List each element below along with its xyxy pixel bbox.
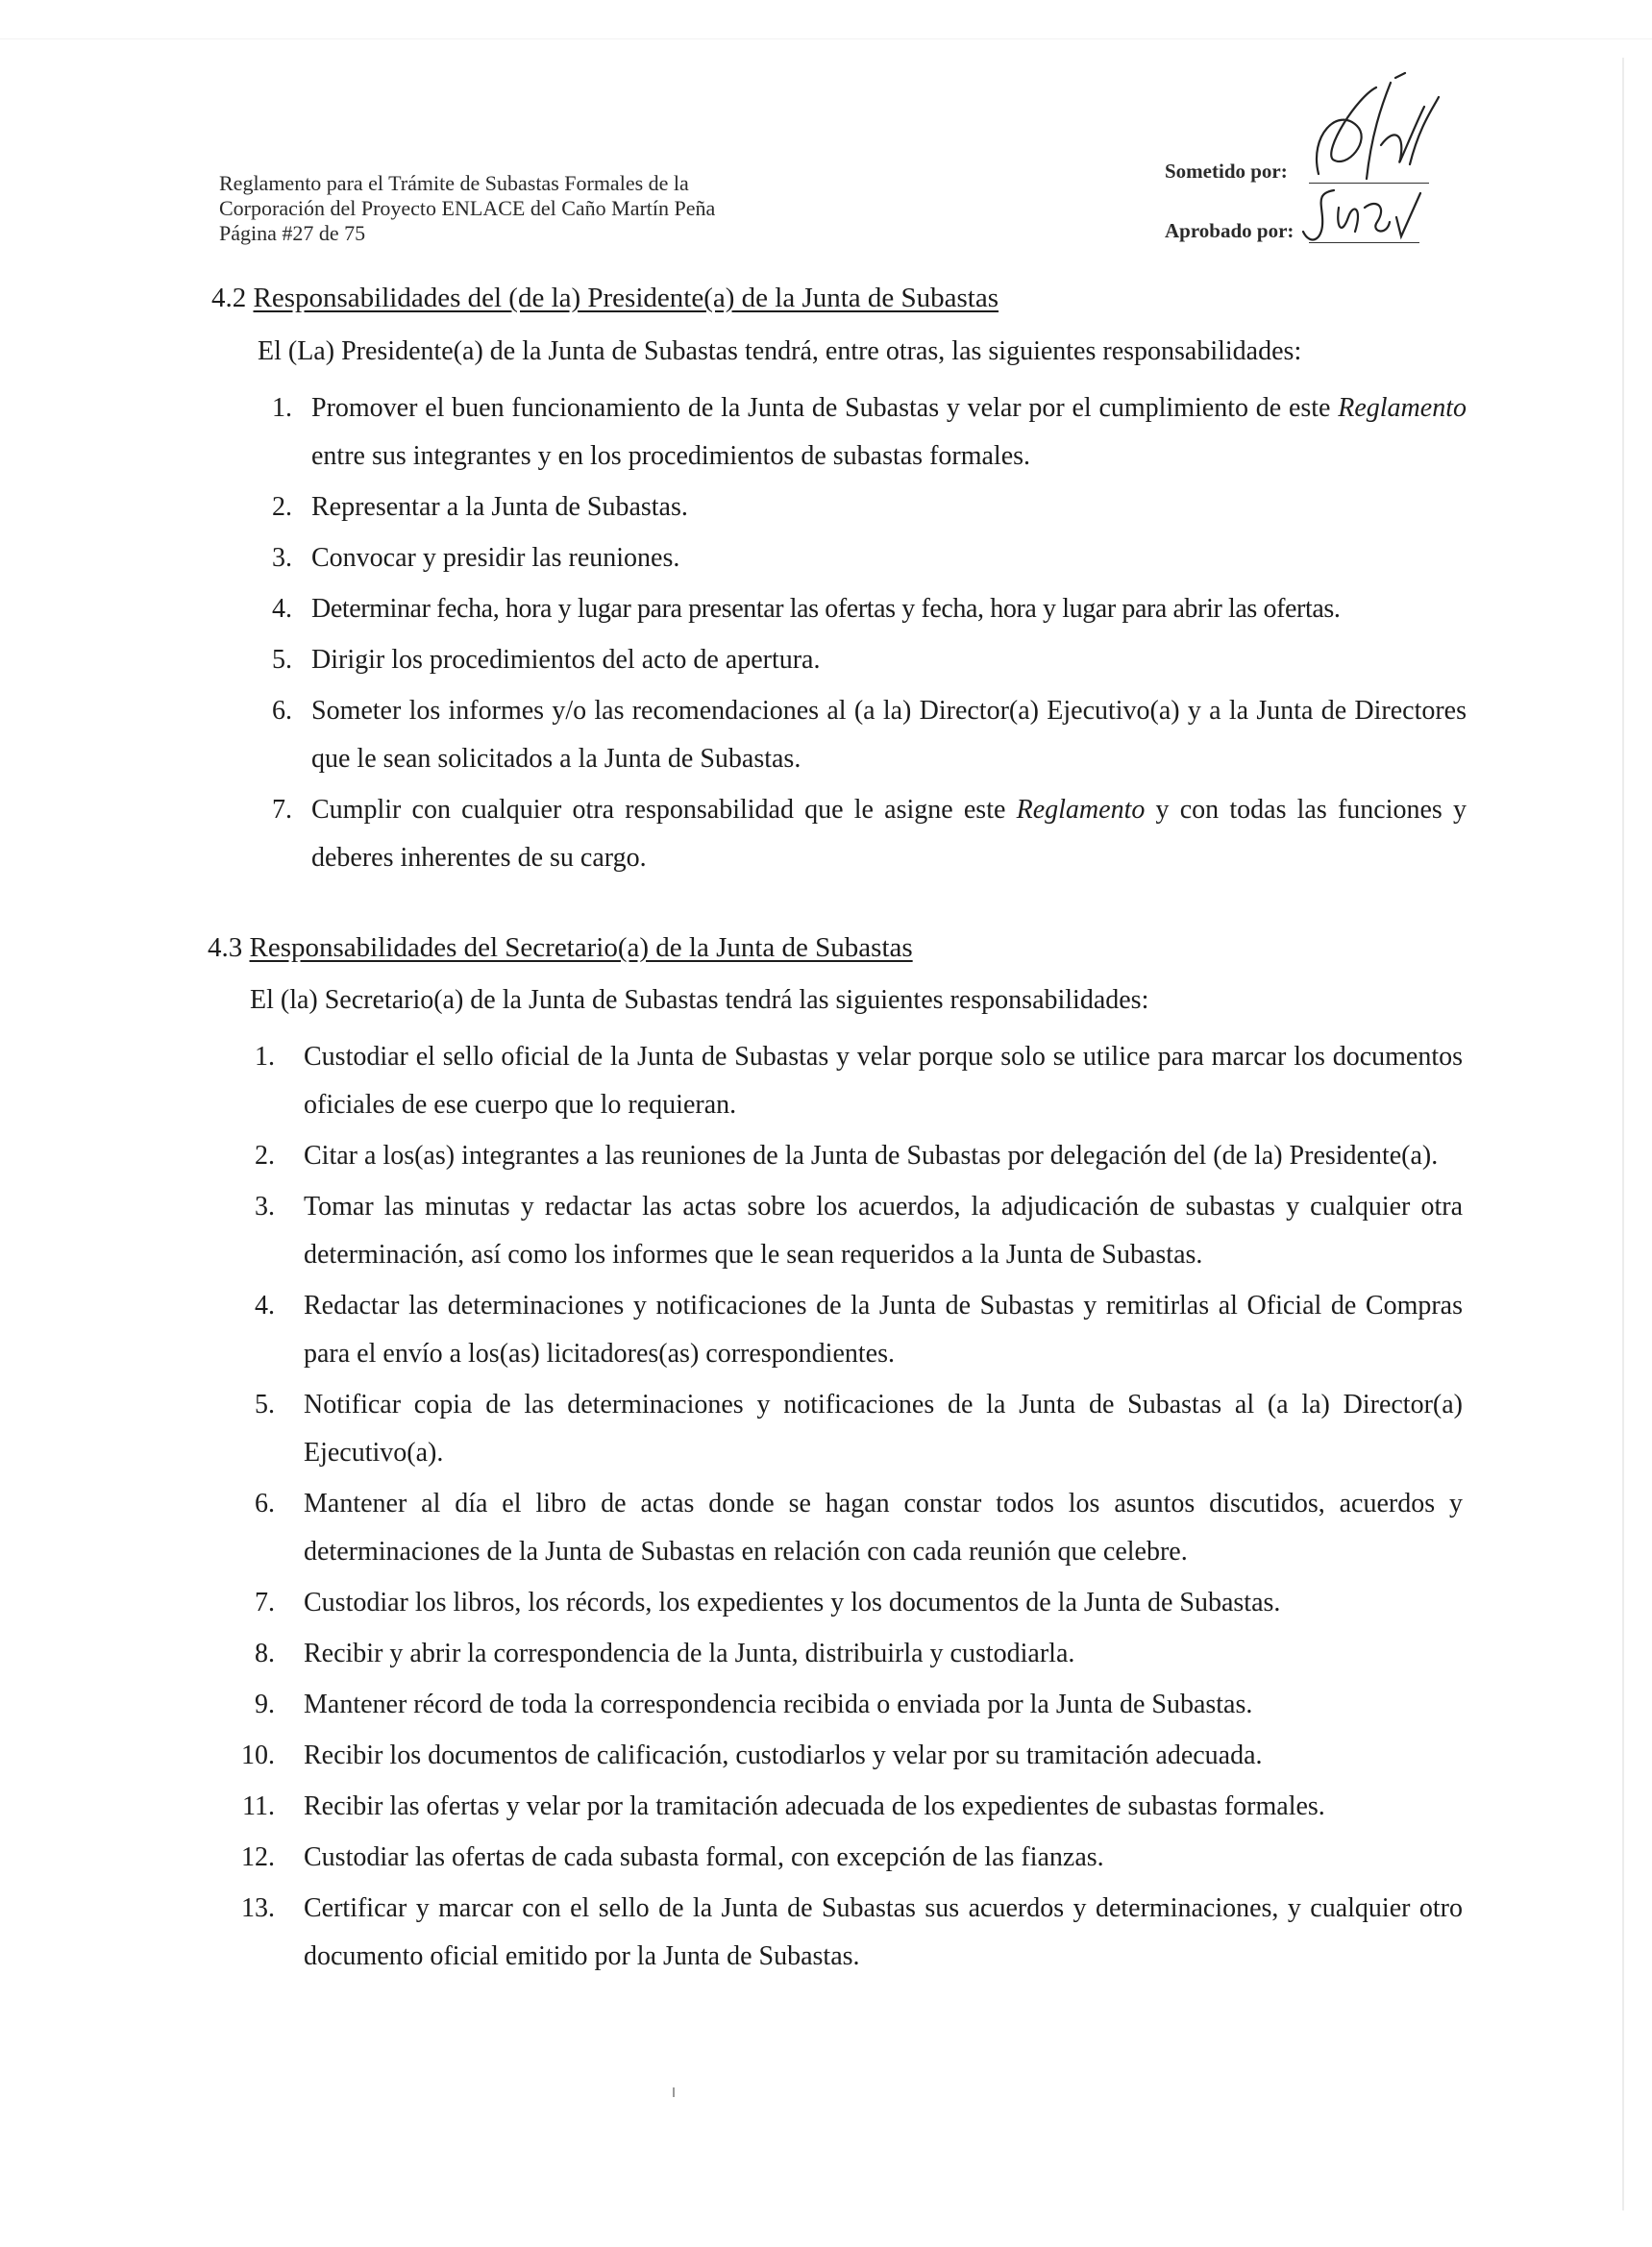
list-item xyxy=(248,585,1467,633)
approved-label: Aprobado por: xyxy=(1165,219,1294,242)
section-4-2-number: 4.2 xyxy=(211,283,247,313)
item-text: Recibir y abrir la correspondencia de la Junta, distribuirla y custodiarla. xyxy=(304,1639,1075,1668)
list-item xyxy=(231,1732,1463,1780)
list-item xyxy=(248,534,1467,582)
approved-row xyxy=(1165,219,1294,279)
item-text: Dirigir los procedimientos del acto de apertura. xyxy=(311,645,821,675)
list-item xyxy=(248,786,1467,882)
item-text: Representar a la Junta de Subastas. xyxy=(311,492,688,522)
item-text: Custodiar las ofertas de cada subasta formal, con excepción de las fianzas. xyxy=(304,1842,1104,1872)
item-text: Recibir las ofertas y velar por la tramitación adecuada de los expedientes de subastas formales. xyxy=(304,1791,1325,1821)
item-number: 4. xyxy=(272,594,292,624)
item-text: Notificar copia de las determinaciones y notificaciones de la Junta de Subastas al (a la) Director(a) Ejecutivo(a). xyxy=(304,1390,1463,1468)
reglamento-italic: Reglamento xyxy=(1338,393,1467,423)
item-text: Determinar fecha, hora y lugar para presentar las ofertas y fecha, hora y lugar para abrir las ofertas. xyxy=(311,594,1341,624)
item-number: 11. xyxy=(242,1791,275,1821)
list-item xyxy=(248,483,1467,531)
section-4-2-title: Responsabilidades del (de la) Presidente(a) de la Junta de Subastas xyxy=(253,283,999,313)
item-number: 7. xyxy=(272,795,292,825)
list-item xyxy=(248,636,1467,684)
section-4-2-intro: El (La) Presidente(a) de la Junta de Subastas tendrá, entre otras, las siguientes responsabilidades: xyxy=(258,336,1302,366)
item-number: 5. xyxy=(255,1390,275,1420)
item-number: 3. xyxy=(272,543,292,573)
list-item xyxy=(248,687,1467,783)
item-text: Redactar las determinaciones y notificaciones de la Junta de Subastas y remitirlas al Oficial de Compras para el envío a los(as) licitadores(as) correspondientes. xyxy=(304,1291,1463,1369)
item-number: 2. xyxy=(272,492,292,522)
list-item xyxy=(231,1480,1463,1576)
header-line-corporation: Corporación del Proyecto ENLACE del Caño Martín Peña xyxy=(219,196,716,220)
section-4-3-heading xyxy=(208,932,913,964)
item-number: 13. xyxy=(241,1893,275,1923)
item-text: Someter los informes y/o las recomendaciones al (a la) Director(a) Ejecutivo(a) y a la Junta de Directores que le sean solicitados a la Junta de Subastas. xyxy=(311,696,1467,774)
submitted-signature xyxy=(1299,68,1443,188)
item-text: Mantener récord de toda la correspondencia recibida o enviada por la Junta de Subastas. xyxy=(304,1690,1253,1719)
scan-mark xyxy=(673,2087,675,2097)
section-4-2-heading xyxy=(211,283,999,314)
page-right-edge xyxy=(1622,58,1624,2210)
item-number: 6. xyxy=(255,1489,275,1519)
approved-signature xyxy=(1295,179,1430,256)
section-4-3-title: Responsabilidades del Secretario(a) de la Junta de Subastas xyxy=(249,932,913,963)
item-number: 1. xyxy=(272,393,292,423)
section-4-3-list xyxy=(231,1033,1463,1984)
submitted-row xyxy=(1165,160,1294,219)
item-number: 6. xyxy=(272,696,292,726)
list-item xyxy=(231,1579,1463,1627)
item-number: 12. xyxy=(241,1842,275,1872)
list-item xyxy=(231,1783,1463,1831)
list-item xyxy=(231,1681,1463,1729)
approval-block xyxy=(1165,160,1294,279)
list-item xyxy=(231,1183,1463,1279)
list-item xyxy=(248,384,1467,481)
item-number: 7. xyxy=(255,1588,275,1617)
item-text: Recibir los documentos de calificación, custodiarlos y velar por su tramitación adecuada. xyxy=(304,1741,1263,1770)
list-item xyxy=(231,1834,1463,1882)
list-item xyxy=(231,1630,1463,1678)
document-header xyxy=(219,171,715,246)
section-4-3-number: 4.3 xyxy=(208,932,243,963)
list-item xyxy=(231,1282,1463,1378)
item-text: Convocar y presidir las reuniones. xyxy=(311,543,680,573)
header-line-title: Reglamento para el Trámite de Subastas Formales de la xyxy=(219,171,689,195)
item-text: Custodiar el sello oficial de la Junta de Subastas y velar porque solo se utilice para marcar los documentos oficiales de ese cuerpo que lo requieran. xyxy=(304,1042,1463,1120)
item-number: 1. xyxy=(255,1042,275,1072)
item-text: Cumplir con cualquier otra responsabilidad que le asigne este Reglamento y con todas las funciones y deberes inherentes de su cargo. xyxy=(311,795,1467,873)
item-text: Tomar las minutas y redactar las actas sobre los acuerdos, la adjudicación de subastas y cualquier otra determinación, así como los informes que le sean requeridos a la Junta de Subastas. xyxy=(304,1192,1463,1270)
item-number: 4. xyxy=(255,1291,275,1321)
list-item xyxy=(231,1132,1463,1180)
reglamento-italic: Reglamento xyxy=(1016,795,1146,825)
list-item xyxy=(231,1885,1463,1981)
item-text: Mantener al día el libro de actas donde se hagan constar todos los asuntos discutidos, acuerdos y determinaciones de la Junta de Subastas en relación con cada reunión que celebre. xyxy=(304,1489,1463,1567)
item-text: Promover el buen funcionamiento de la Junta de Subastas y velar por el cumplimiento de este Reglamento entre sus integrantes y en los procedimientos de subastas formales. xyxy=(311,393,1467,471)
item-text: Citar a los(as) integrantes a las reuniones de la Junta de Subastas por delegación del (de la) Presidente(a). xyxy=(304,1141,1439,1171)
item-number: 5. xyxy=(272,645,292,675)
item-number: 8. xyxy=(255,1639,275,1668)
item-text: Certificar y marcar con el sello de la Junta de Subastas sus acuerdos y determinaciones, y cualquier otro documento oficial emitido por la Junta de Subastas. xyxy=(304,1893,1463,1971)
item-number: 2. xyxy=(255,1141,275,1171)
item-number: 3. xyxy=(255,1192,275,1222)
list-item xyxy=(231,1381,1463,1477)
list-item xyxy=(231,1033,1463,1129)
section-4-3-intro: El (la) Secretario(a) de la Junta de Subastas tendrá las siguientes responsabilidades: xyxy=(250,985,1149,1015)
item-text: Custodiar los libros, los récords, los expedientes y los documentos de la Junta de Subastas. xyxy=(304,1588,1281,1617)
page-top-edge xyxy=(0,38,1652,39)
submitted-label: Sometido por: xyxy=(1165,160,1288,183)
section-4-2-list xyxy=(248,384,1467,885)
header-line-page-number: Página #27 de 75 xyxy=(219,221,366,245)
item-number: 10. xyxy=(241,1741,275,1770)
item-number: 9. xyxy=(255,1690,275,1719)
